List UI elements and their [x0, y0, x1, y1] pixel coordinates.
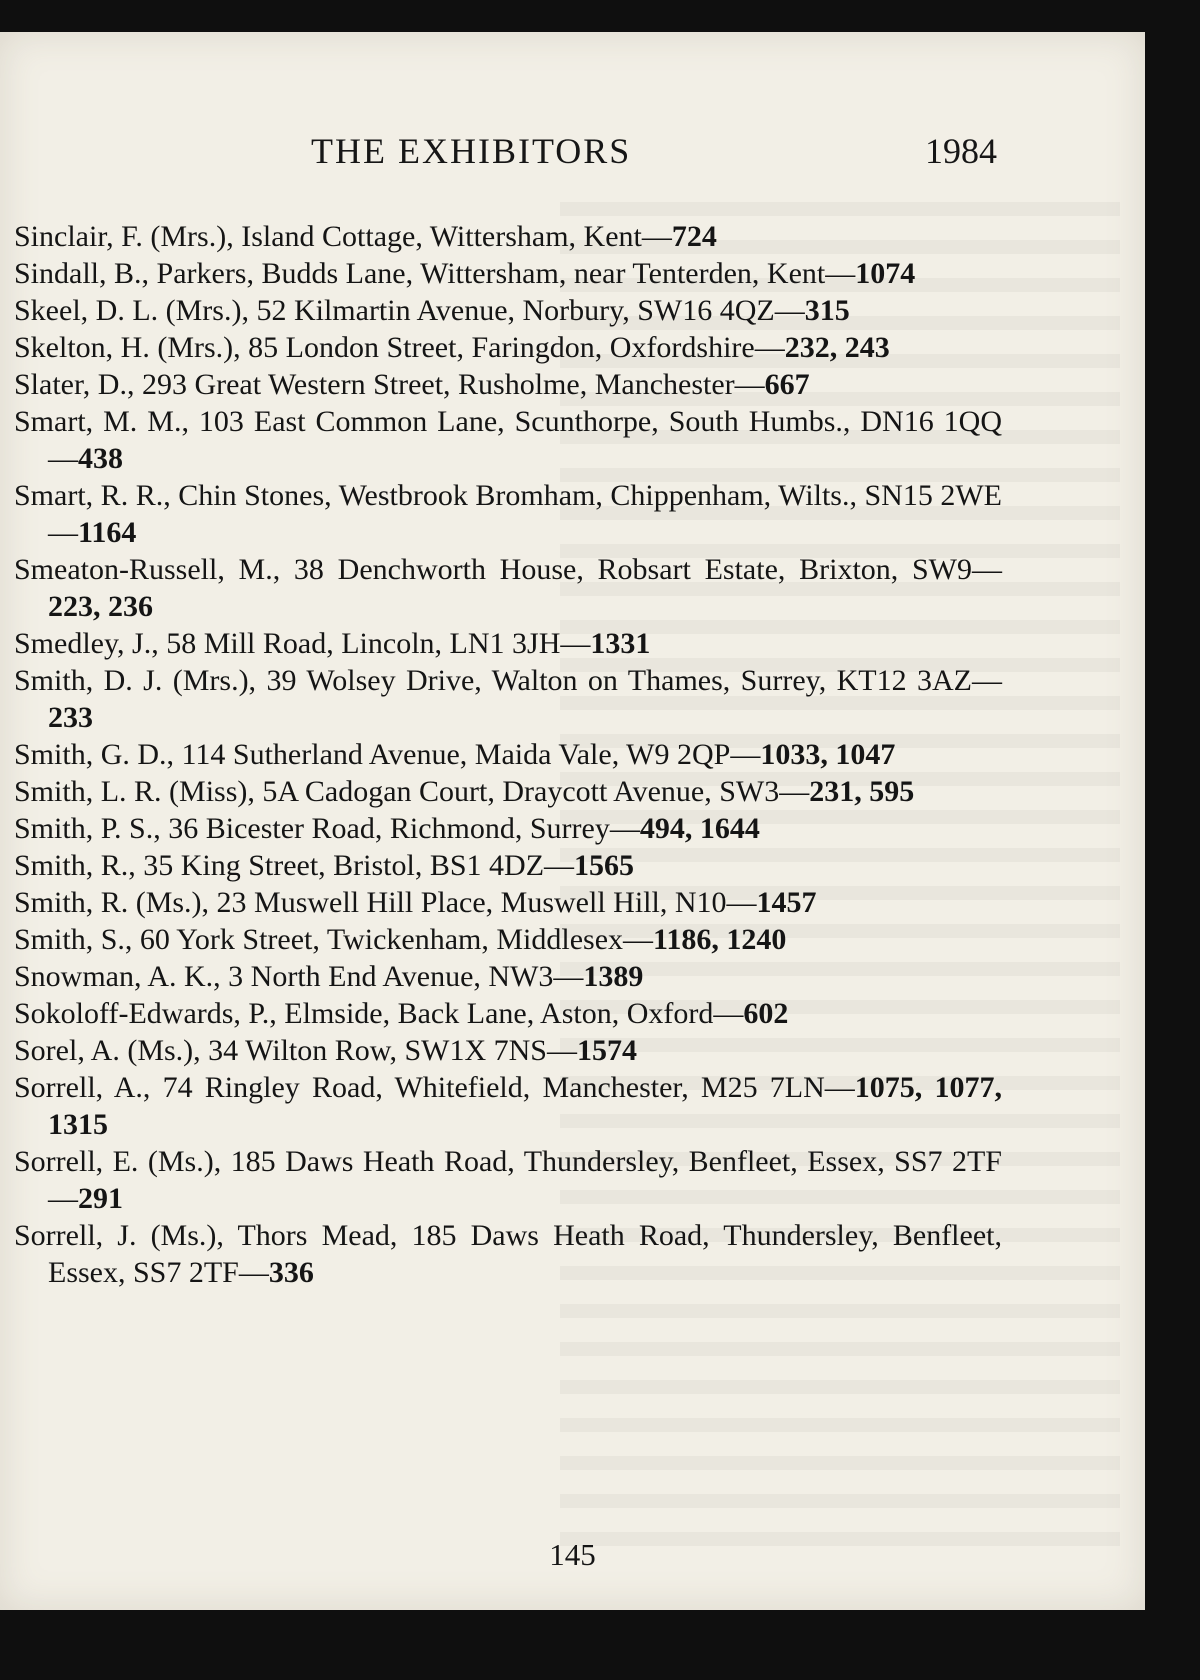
exhibitor-entry: [14, 477, 1002, 551]
entry-exhibit-numbers: 1075, 1077, 1315: [48, 1071, 1003, 1141]
entry-exhibit-numbers: 231, 595: [809, 775, 915, 808]
entry-exhibit-numbers: 602: [743, 997, 789, 1030]
entry-exhibit-numbers: 1565: [574, 849, 635, 882]
entry-exhibit-numbers: 1033, 1047: [760, 738, 896, 771]
entry-address: Sokoloff-Edwards, P., Elmside, Back Lane, Aston, Oxford—: [14, 997, 744, 1030]
entry-address: Smart, R. R., Chin Stones, Westbrook Bromham, Chippenham, Wilts., SN15 2WE—: [14, 479, 1002, 549]
exhibitor-entry: [14, 1143, 1002, 1217]
exhibitor-entry: [14, 1032, 1002, 1069]
entry-exhibit-numbers: 1074: [855, 257, 916, 290]
running-head: [0, 130, 1145, 180]
entry-address: Smart, M. M., 103 East Common Lane, Scunthorpe, South Humbs., DN16 1QQ—: [14, 405, 1002, 475]
entry-exhibit-numbers: 1457: [756, 886, 817, 919]
entry-address: Smith, R. (Ms.), 23 Muswell Hill Place, Muswell Hill, N10—: [14, 886, 757, 919]
entry-exhibit-numbers: 233: [48, 701, 93, 734]
entry-exhibit-numbers: 223, 236: [48, 590, 153, 623]
entry-address: Skeel, D. L. (Mrs.), 52 Kilmartin Avenue, Norbury, SW16 4QZ—: [14, 294, 805, 327]
exhibitor-entry: [14, 847, 1002, 884]
entry-exhibit-numbers: 291: [78, 1182, 123, 1215]
exhibitor-entry: [14, 1217, 1002, 1291]
entry-address: Smedley, J., 58 Mill Road, Lincoln, LN1 3JH—: [14, 627, 591, 660]
exhibitor-entry: [14, 958, 1002, 995]
entry-exhibit-numbers: 1331: [590, 627, 651, 660]
exhibitor-list: [14, 218, 1002, 1291]
page-number: 145: [549, 1537, 596, 1572]
exhibitor-entry: [14, 551, 1002, 625]
entry-exhibit-numbers: 1389: [583, 960, 644, 993]
entry-address: Sorel, A. (Ms.), 34 Wilton Row, SW1X 7NS—: [14, 1034, 577, 1067]
entry-address: Smith, S., 60 York Street, Twickenham, Middlesex—: [14, 923, 654, 956]
exhibitor-entry: [14, 921, 1002, 958]
entry-address: Smith, R., 35 King Street, Bristol, BS1 4DZ—: [14, 849, 575, 882]
entry-exhibit-numbers: 1574: [576, 1034, 637, 1067]
exhibitor-entry: [14, 218, 1002, 255]
entry-address: Smith, P. S., 36 Bicester Road, Richmond, Surrey—: [14, 812, 640, 845]
exhibitor-entry: [14, 884, 1002, 921]
entry-address: Sorrell, E. (Ms.), 185 Daws Heath Road, Thundersley, Benfleet, Essex, SS7 2TF—: [14, 1145, 1002, 1215]
book-page: [0, 32, 1145, 1610]
entry-address: Skelton, H. (Mrs.), 85 London Street, Faringdon, Oxfordshire—: [14, 331, 785, 364]
running-head-year: 1984: [925, 131, 997, 171]
entry-address: Smith, G. D., 114 Sutherland Avenue, Maida Vale, W9 2QP—: [14, 738, 761, 771]
entry-exhibit-numbers: 1186, 1240: [653, 923, 787, 956]
entry-exhibit-numbers: 438: [78, 442, 123, 475]
entry-address: Sinclair, F. (Mrs.), Island Cottage, Wittersham, Kent—: [14, 220, 672, 253]
exhibitor-entry: [14, 329, 1002, 366]
exhibitor-entry: [14, 736, 1002, 773]
exhibitor-entry: [14, 625, 1002, 662]
entry-exhibit-numbers: 315: [804, 294, 850, 327]
running-head-title: THE EXHIBITORS: [311, 131, 632, 171]
entry-address: Sorrell, A., 74 Ringley Road, Whitefield, Manchester, M25 7LN—: [14, 1071, 855, 1104]
exhibitor-entry: [14, 995, 1002, 1032]
entry-address: Sorrell, J. (Ms.), Thors Mead, 185 Daws Heath Road, Thundersley, Benfleet, Essex, SS7 2TF—: [14, 1219, 1002, 1289]
entry-address: Smeaton-Russell, M., 38 Denchworth House, Robsart Estate, Brixton, SW9—: [14, 553, 1002, 586]
entry-exhibit-numbers: 667: [764, 368, 810, 401]
entry-exhibit-numbers: 232, 243: [784, 331, 890, 364]
exhibitor-entry: [14, 255, 1002, 292]
exhibitor-entry: [14, 810, 1002, 847]
entry-address: Smith, L. R. (Miss), 5A Cadogan Court, Draycott Avenue, SW3—: [14, 775, 810, 808]
entry-exhibit-numbers: 1164: [78, 516, 137, 549]
entry-exhibit-numbers: 724: [671, 220, 717, 253]
exhibitor-entry: [14, 773, 1002, 810]
entry-address: Smith, D. J. (Mrs.), 39 Wolsey Drive, Walton on Thames, Surrey, KT12 3AZ—: [14, 664, 1002, 697]
entry-address: Snowman, A. K., 3 North End Avenue, NW3—: [14, 960, 584, 993]
entry-exhibit-numbers: 336: [268, 1256, 314, 1289]
entry-exhibit-numbers: 494, 1644: [639, 812, 760, 845]
entry-address: Slater, D., 293 Great Western Street, Rusholme, Manchester—: [14, 368, 765, 401]
exhibitor-entry: [14, 292, 1002, 329]
exhibitor-entry: [14, 1069, 1002, 1143]
exhibitor-entry: [14, 403, 1002, 477]
exhibitor-entry: [14, 662, 1002, 736]
exhibitor-entry: [14, 366, 1002, 403]
entry-address: Sindall, B., Parkers, Budds Lane, Wittersham, near Tenterden, Kent—: [14, 257, 856, 290]
